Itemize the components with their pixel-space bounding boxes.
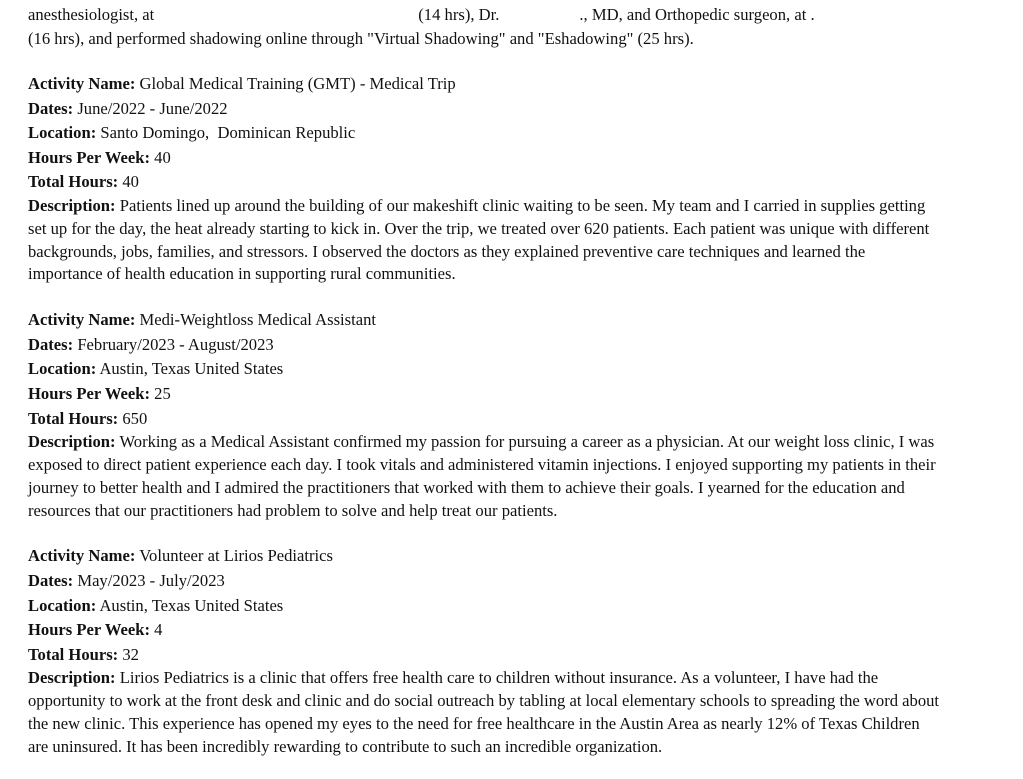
- total-hours-value: 32: [122, 644, 139, 664]
- location-value: Austin, Texas United States: [99, 595, 284, 615]
- activity-entry: [28, 544, 1008, 758]
- location-label: Location:: [28, 123, 97, 143]
- dates-label: Dates:: [28, 570, 74, 590]
- location-value: Austin, Texas United States: [99, 359, 284, 379]
- description-label: Description:: [28, 195, 116, 215]
- paragraph-gap: [28, 286, 1008, 308]
- total-hours-label: Total Hours:: [28, 172, 119, 192]
- location-label: Location:: [28, 359, 97, 379]
- location-field: [28, 357, 1008, 382]
- location-value: Santo Domingo, Dominican Republic: [100, 123, 356, 143]
- intro-line-1: [28, 3, 1008, 27]
- dates-label: Dates:: [28, 98, 74, 118]
- dates-value: June/2022 - June/2022: [77, 98, 228, 118]
- activity-entry: [28, 72, 1008, 286]
- dates-value: February/2023 - August/2023: [77, 334, 274, 354]
- activity-name-field: [28, 308, 1008, 333]
- description-field: [28, 667, 1008, 758]
- description-line: are uninsured. It has been incredibly rewarding to contribute to such an incredible organization.: [28, 736, 663, 756]
- activity-entry: [28, 308, 1008, 522]
- total-hours-field: [28, 643, 1008, 668]
- activity-name-label: Activity Name:: [28, 74, 136, 93]
- total-hours-field: [28, 170, 1008, 195]
- activity-name-value: Global Medical Training (GMT) - Medical Trip: [139, 74, 456, 93]
- intro-text-c: ., MD, and Orthopedic surgeon, at .: [579, 5, 815, 24]
- description-line: journey to better health and I admired the practitioners that worked with them to achieve their goals. I yearned for the education and: [28, 477, 905, 497]
- paragraph-gap: [28, 522, 1008, 544]
- description-line: importance of health education in supporting rural communities.: [28, 264, 456, 284]
- dates-label: Dates:: [28, 334, 74, 354]
- activity-name-field: [28, 544, 1008, 569]
- location-field: [28, 121, 1008, 146]
- description-field: [28, 195, 1008, 286]
- hours-per-week-field: [28, 382, 1008, 407]
- description-line: the new clinic. This experience has opened my eyes to the need for free healthcare in the Austin Area as nearly 12% of Texas Children: [28, 713, 920, 733]
- total-hours-value: 40: [122, 172, 139, 192]
- activity-name-value: Medi-Weightloss Medical Assistant: [139, 310, 377, 330]
- hours-per-week-label: Hours Per Week:: [28, 147, 150, 167]
- dates-field: [28, 97, 1008, 122]
- location-label: Location:: [28, 595, 97, 615]
- description-line: exposed to direct patient experience each day. I took vitals and administered vitamin injections. I enjoyed supporting my patients in their: [28, 454, 936, 474]
- intro-paragraph: [28, 3, 1008, 50]
- description-line: Description: Lirios Pediatrics is a clinic that offers free health care to children without insurance. As a volunteer, I have had the: [28, 668, 879, 688]
- total-hours-label: Total Hours:: [28, 644, 119, 664]
- dates-field: [28, 333, 1008, 358]
- hours-per-week-value: 25: [154, 383, 171, 403]
- description-line: opportunity to work at the front desk and clinic and do social outreach by tabling at local elementary schools to spreading the word about: [28, 691, 940, 711]
- hours-per-week-label: Hours Per Week:: [28, 620, 150, 640]
- hours-per-week-field: [28, 146, 1008, 171]
- intro-text-a: anesthesiologist, at: [28, 5, 155, 24]
- total-hours-value: 650: [122, 408, 148, 428]
- description-label: Description:: [28, 668, 116, 688]
- dates-value: May/2023 - July/2023: [77, 570, 225, 590]
- intro-text-b: (14 hrs), Dr.: [418, 5, 500, 24]
- description-label: Description:: [28, 432, 116, 452]
- description-line: set up for the day, the heat already starting to kick in. Over the trip, we treated over 620 patients. Each patient was unique with different: [28, 218, 930, 238]
- hours-per-week-value: 40: [154, 147, 171, 167]
- activity-name-label: Activity Name:: [28, 310, 136, 330]
- dates-field: [28, 569, 1008, 594]
- hours-per-week-label: Hours Per Week:: [28, 383, 150, 403]
- activity-name-label: Activity Name:: [28, 546, 136, 566]
- location-field: [28, 594, 1008, 619]
- intro-line-2: (16 hrs), and performed shadowing online through "Virtual Shadowing" and "Eshadowing" (25 hrs).: [28, 28, 694, 48]
- description-field: [28, 431, 1008, 522]
- paragraph-gap: [28, 50, 1008, 72]
- description-line: resources that our practitioners had problem to solve and help treat our patients.: [28, 500, 558, 520]
- document-page: [28, 3, 1008, 758]
- activity-name-field: [28, 72, 1008, 97]
- description-line: backgrounds, jobs, families, and stressors. I observed the doctors as they explained preventive care techniques and learned the: [28, 241, 866, 261]
- activity-name-value: Volunteer at Lirios Pediatrics: [139, 546, 333, 566]
- description-line: Description: Patients lined up around the building of our makeshift clinic waiting to be seen. My team and I carried in supplies getting: [28, 195, 926, 215]
- description-line: Description: Working as a Medical Assistant confirmed my passion for pursuing a career as a physician. At our weight loss clinic, I was: [28, 432, 935, 452]
- total-hours-label: Total Hours:: [28, 408, 119, 428]
- hours-per-week-field: [28, 618, 1008, 643]
- total-hours-field: [28, 407, 1008, 432]
- hours-per-week-value: 4: [154, 620, 163, 640]
